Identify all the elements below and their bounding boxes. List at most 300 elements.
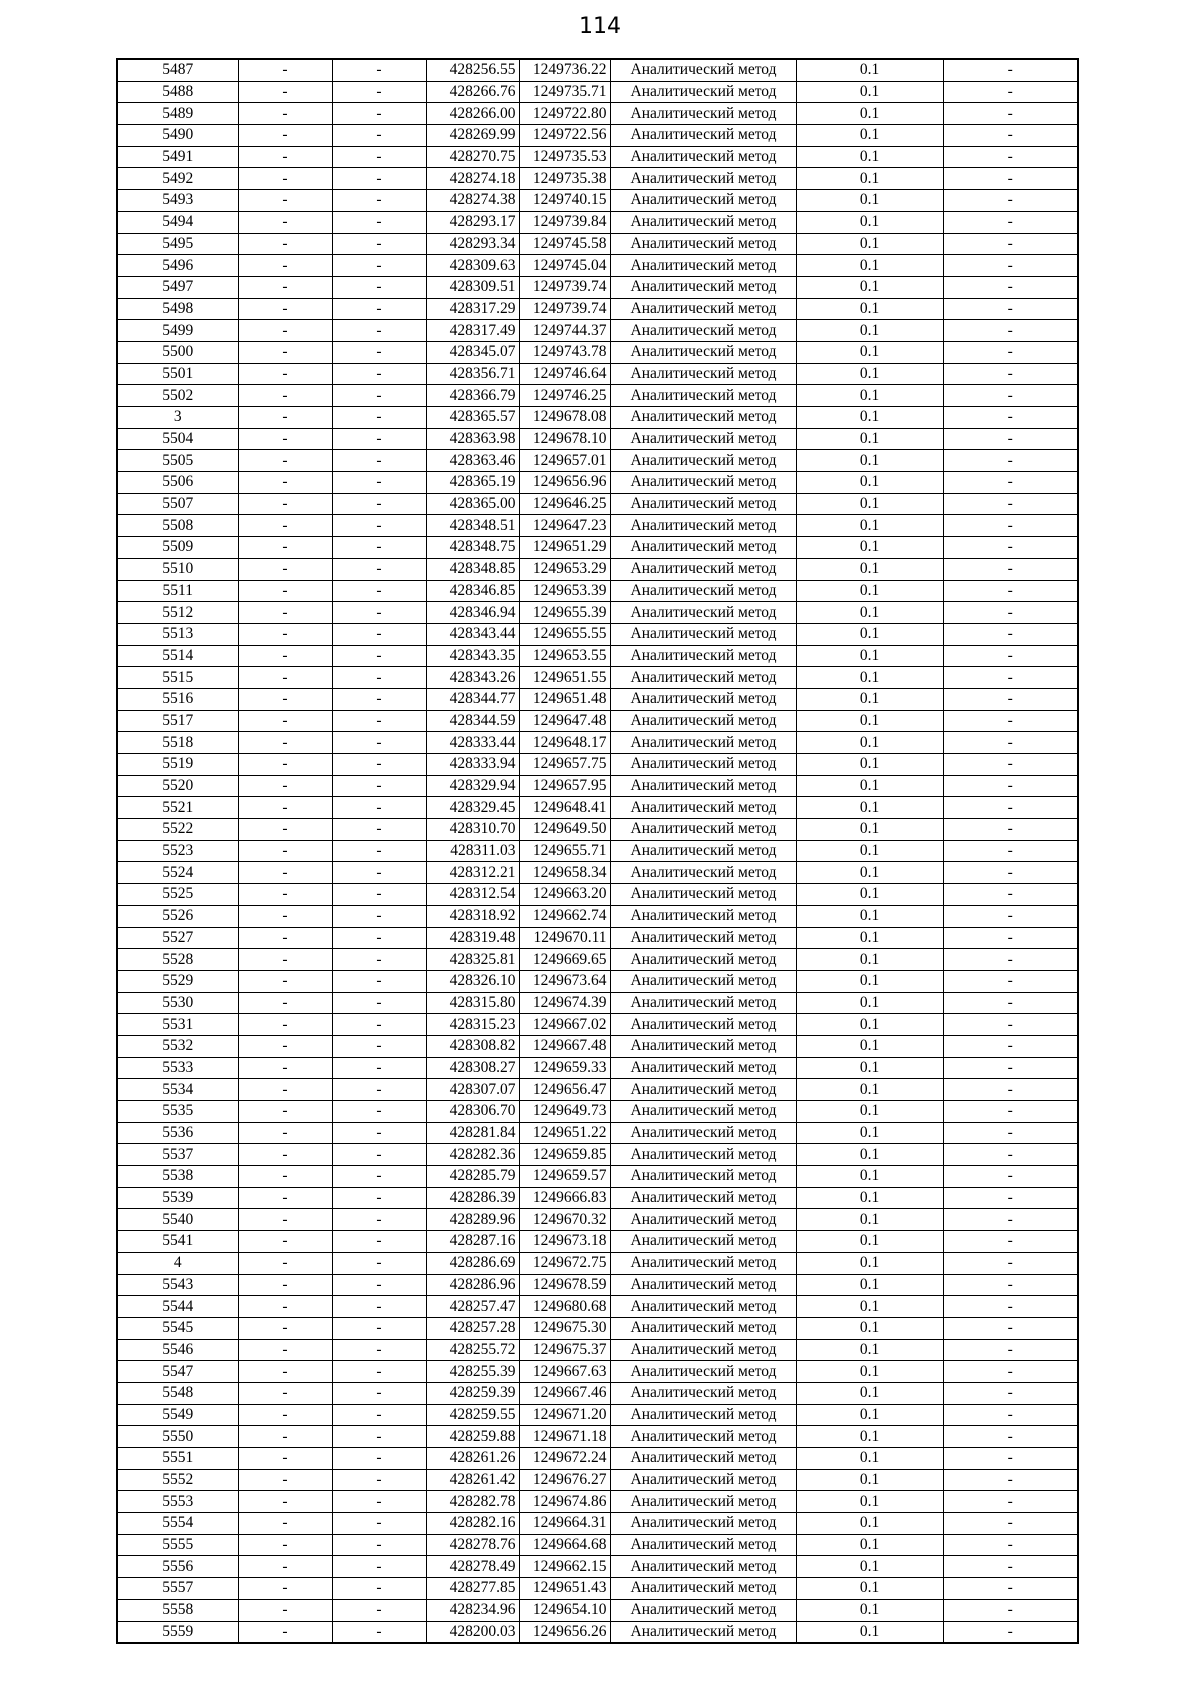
point-number-cell: 5523	[117, 840, 238, 862]
accuracy-cell: 0.1	[796, 1079, 943, 1101]
method-cell: Аналитический метод	[610, 862, 796, 884]
accuracy-cell: 0.1	[796, 211, 943, 233]
table-row	[117, 840, 1078, 862]
point-number-cell: 5507	[117, 493, 238, 515]
y-coordinate-cell: 1249646.25	[519, 493, 610, 515]
point-number-cell: 5552	[117, 1469, 238, 1491]
col8-cell: -	[943, 1513, 1078, 1535]
col2-cell: -	[238, 341, 332, 363]
col8-cell: -	[943, 146, 1078, 168]
col3-cell: -	[332, 623, 426, 645]
x-coordinate-cell: 428277.85	[426, 1578, 519, 1600]
y-coordinate-cell: 1249648.41	[519, 797, 610, 819]
table-row	[117, 602, 1078, 624]
col3-cell: -	[332, 341, 426, 363]
accuracy-cell: 0.1	[796, 1426, 943, 1448]
point-number-cell: 5553	[117, 1491, 238, 1513]
point-number-cell: 4	[117, 1252, 238, 1274]
method-cell: Аналитический метод	[610, 970, 796, 992]
col3-cell: -	[332, 1231, 426, 1253]
col3-cell: -	[332, 884, 426, 906]
col2-cell: -	[238, 1599, 332, 1621]
col2-cell: -	[238, 385, 332, 407]
method-cell: Аналитический метод	[610, 1144, 796, 1166]
y-coordinate-cell: 1249678.59	[519, 1274, 610, 1296]
col8-cell: -	[943, 1317, 1078, 1339]
method-cell: Аналитический метод	[610, 710, 796, 732]
col8-cell: -	[943, 59, 1078, 81]
col8-cell: -	[943, 1556, 1078, 1578]
point-number-cell: 5513	[117, 623, 238, 645]
col8-cell: -	[943, 428, 1078, 450]
table-body	[117, 59, 1078, 1643]
point-number-cell: 5526	[117, 905, 238, 927]
method-cell: Аналитический метод	[610, 992, 796, 1014]
col2-cell: -	[238, 1166, 332, 1188]
y-coordinate-cell: 1249654.10	[519, 1599, 610, 1621]
table-row	[117, 688, 1078, 710]
col3-cell: -	[332, 1079, 426, 1101]
accuracy-cell: 0.1	[796, 450, 943, 472]
x-coordinate-cell: 428266.00	[426, 103, 519, 125]
col8-cell: -	[943, 1469, 1078, 1491]
method-cell: Аналитический метод	[610, 905, 796, 927]
col3-cell: -	[332, 580, 426, 602]
point-number-cell: 3	[117, 407, 238, 429]
x-coordinate-cell: 428261.26	[426, 1448, 519, 1470]
table-row	[117, 775, 1078, 797]
accuracy-cell: 0.1	[796, 797, 943, 819]
point-number-cell: 5510	[117, 558, 238, 580]
accuracy-cell: 0.1	[796, 1166, 943, 1188]
col2-cell: -	[238, 450, 332, 472]
col3-cell: -	[332, 385, 426, 407]
col3-cell: -	[332, 1296, 426, 1318]
col8-cell: -	[943, 927, 1078, 949]
x-coordinate-cell: 428317.49	[426, 320, 519, 342]
x-coordinate-cell: 428312.21	[426, 862, 519, 884]
method-cell: Аналитический метод	[610, 515, 796, 537]
col3-cell: -	[332, 59, 426, 81]
point-number-cell: 5545	[117, 1317, 238, 1339]
table-row	[117, 1404, 1078, 1426]
col8-cell: -	[943, 688, 1078, 710]
method-cell: Аналитический метод	[610, 211, 796, 233]
col8-cell: -	[943, 970, 1078, 992]
col3-cell: -	[332, 1556, 426, 1578]
method-cell: Аналитический метод	[610, 472, 796, 494]
col8-cell: -	[943, 320, 1078, 342]
x-coordinate-cell: 428344.59	[426, 710, 519, 732]
accuracy-cell: 0.1	[796, 1469, 943, 1491]
col8-cell: -	[943, 103, 1078, 125]
method-cell: Аналитический метод	[610, 1187, 796, 1209]
x-coordinate-cell: 428365.57	[426, 407, 519, 429]
point-number-cell: 5490	[117, 125, 238, 147]
method-cell: Аналитический метод	[610, 363, 796, 385]
method-cell: Аналитический метод	[610, 1209, 796, 1231]
y-coordinate-cell: 1249736.22	[519, 59, 610, 81]
table-row	[117, 81, 1078, 103]
method-cell: Аналитический метод	[610, 1578, 796, 1600]
table-row	[117, 1448, 1078, 1470]
y-coordinate-cell: 1249655.39	[519, 602, 610, 624]
table-row	[117, 515, 1078, 537]
accuracy-cell: 0.1	[796, 385, 943, 407]
method-cell: Аналитический метод	[610, 1317, 796, 1339]
accuracy-cell: 0.1	[796, 1101, 943, 1123]
col8-cell: -	[943, 754, 1078, 776]
point-number-cell: 5511	[117, 580, 238, 602]
point-number-cell: 5558	[117, 1599, 238, 1621]
x-coordinate-cell: 428312.54	[426, 884, 519, 906]
x-coordinate-cell: 428343.44	[426, 623, 519, 645]
col8-cell: -	[943, 1014, 1078, 1036]
accuracy-cell: 0.1	[796, 1035, 943, 1057]
method-cell: Аналитический метод	[610, 1426, 796, 1448]
col2-cell: -	[238, 1426, 332, 1448]
col2-cell: -	[238, 970, 332, 992]
col2-cell: -	[238, 363, 332, 385]
table-row	[117, 298, 1078, 320]
table-row	[117, 1382, 1078, 1404]
method-cell: Аналитический метод	[610, 276, 796, 298]
y-coordinate-cell: 1249655.71	[519, 840, 610, 862]
point-number-cell: 5515	[117, 667, 238, 689]
col3-cell: -	[332, 732, 426, 754]
y-coordinate-cell: 1249664.68	[519, 1534, 610, 1556]
col8-cell: -	[943, 81, 1078, 103]
col2-cell: -	[238, 580, 332, 602]
col8-cell: -	[943, 1231, 1078, 1253]
col3-cell: -	[332, 298, 426, 320]
x-coordinate-cell: 428200.03	[426, 1621, 519, 1643]
col2-cell: -	[238, 1361, 332, 1383]
y-coordinate-cell: 1249735.38	[519, 168, 610, 190]
point-number-cell: 5514	[117, 645, 238, 667]
x-coordinate-cell: 428287.16	[426, 1231, 519, 1253]
col8-cell: -	[943, 1166, 1078, 1188]
accuracy-cell: 0.1	[796, 233, 943, 255]
col2-cell: -	[238, 276, 332, 298]
accuracy-cell: 0.1	[796, 623, 943, 645]
point-number-cell: 5508	[117, 515, 238, 537]
point-number-cell: 5512	[117, 602, 238, 624]
y-coordinate-cell: 1249674.39	[519, 992, 610, 1014]
col3-cell: -	[332, 103, 426, 125]
y-coordinate-cell: 1249656.47	[519, 1079, 610, 1101]
col8-cell: -	[943, 1578, 1078, 1600]
table-row	[117, 103, 1078, 125]
col8-cell: -	[943, 840, 1078, 862]
accuracy-cell: 0.1	[796, 1122, 943, 1144]
point-number-cell: 5550	[117, 1426, 238, 1448]
table-row	[117, 970, 1078, 992]
method-cell: Аналитический метод	[610, 168, 796, 190]
accuracy-cell: 0.1	[796, 1448, 943, 1470]
col8-cell: -	[943, 472, 1078, 494]
method-cell: Аналитический метод	[610, 493, 796, 515]
y-coordinate-cell: 1249659.57	[519, 1166, 610, 1188]
y-coordinate-cell: 1249669.65	[519, 949, 610, 971]
col3-cell: -	[332, 558, 426, 580]
col3-cell: -	[332, 1599, 426, 1621]
table-row	[117, 1578, 1078, 1600]
table-row	[117, 1599, 1078, 1621]
col8-cell: -	[943, 1491, 1078, 1513]
accuracy-cell: 0.1	[796, 537, 943, 559]
table-row	[117, 1057, 1078, 1079]
col3-cell: -	[332, 1534, 426, 1556]
method-cell: Аналитический метод	[610, 1469, 796, 1491]
col3-cell: -	[332, 1317, 426, 1339]
accuracy-cell: 0.1	[796, 1556, 943, 1578]
y-coordinate-cell: 1249670.11	[519, 927, 610, 949]
accuracy-cell: 0.1	[796, 125, 943, 147]
accuracy-cell: 0.1	[796, 255, 943, 277]
method-cell: Аналитический метод	[610, 623, 796, 645]
point-number-cell: 5495	[117, 233, 238, 255]
col3-cell: -	[332, 81, 426, 103]
col3-cell: -	[332, 1513, 426, 1535]
accuracy-cell: 0.1	[796, 1209, 943, 1231]
col8-cell: -	[943, 1382, 1078, 1404]
accuracy-cell: 0.1	[796, 493, 943, 515]
col3-cell: -	[332, 1382, 426, 1404]
col8-cell: -	[943, 992, 1078, 1014]
point-number-cell: 5502	[117, 385, 238, 407]
table-row	[117, 1534, 1078, 1556]
x-coordinate-cell: 428282.16	[426, 1513, 519, 1535]
col3-cell: -	[332, 645, 426, 667]
y-coordinate-cell: 1249664.31	[519, 1513, 610, 1535]
method-cell: Аналитический метод	[610, 1252, 796, 1274]
x-coordinate-cell: 428346.94	[426, 602, 519, 624]
col2-cell: -	[238, 1404, 332, 1426]
accuracy-cell: 0.1	[796, 428, 943, 450]
col2-cell: -	[238, 493, 332, 515]
method-cell: Аналитический метод	[610, 298, 796, 320]
method-cell: Аналитический метод	[610, 927, 796, 949]
x-coordinate-cell: 428344.77	[426, 688, 519, 710]
point-number-cell: 5500	[117, 341, 238, 363]
col3-cell: -	[332, 146, 426, 168]
point-number-cell: 5518	[117, 732, 238, 754]
table-row	[117, 645, 1078, 667]
accuracy-cell: 0.1	[796, 1014, 943, 1036]
col8-cell: -	[943, 1339, 1078, 1361]
col8-cell: -	[943, 1035, 1078, 1057]
y-coordinate-cell: 1249673.64	[519, 970, 610, 992]
x-coordinate-cell: 428310.70	[426, 819, 519, 841]
col3-cell: -	[332, 1101, 426, 1123]
accuracy-cell: 0.1	[796, 992, 943, 1014]
col2-cell: -	[238, 1448, 332, 1470]
table-row	[117, 1513, 1078, 1535]
col8-cell: -	[943, 450, 1078, 472]
accuracy-cell: 0.1	[796, 602, 943, 624]
x-coordinate-cell: 428366.79	[426, 385, 519, 407]
y-coordinate-cell: 1249656.26	[519, 1621, 610, 1643]
point-number-cell: 5557	[117, 1578, 238, 1600]
accuracy-cell: 0.1	[796, 884, 943, 906]
col3-cell: -	[332, 1166, 426, 1188]
x-coordinate-cell: 428306.70	[426, 1101, 519, 1123]
method-cell: Аналитический метод	[610, 884, 796, 906]
method-cell: Аналитический метод	[610, 59, 796, 81]
table-row	[117, 1621, 1078, 1643]
col2-cell: -	[238, 255, 332, 277]
x-coordinate-cell: 428308.82	[426, 1035, 519, 1057]
accuracy-cell: 0.1	[796, 1534, 943, 1556]
col8-cell: -	[943, 298, 1078, 320]
x-coordinate-cell: 428365.19	[426, 472, 519, 494]
y-coordinate-cell: 1249674.86	[519, 1491, 610, 1513]
col8-cell: -	[943, 1426, 1078, 1448]
accuracy-cell: 0.1	[796, 1296, 943, 1318]
y-coordinate-cell: 1249649.50	[519, 819, 610, 841]
col8-cell: -	[943, 819, 1078, 841]
point-number-cell: 5546	[117, 1339, 238, 1361]
table-row	[117, 1209, 1078, 1231]
method-cell: Аналитический метод	[610, 1621, 796, 1643]
col8-cell: -	[943, 1404, 1078, 1426]
col2-cell: -	[238, 1556, 332, 1578]
col8-cell: -	[943, 233, 1078, 255]
col8-cell: -	[943, 1187, 1078, 1209]
x-coordinate-cell: 428278.76	[426, 1534, 519, 1556]
table-row	[117, 1274, 1078, 1296]
method-cell: Аналитический метод	[610, 754, 796, 776]
accuracy-cell: 0.1	[796, 558, 943, 580]
col8-cell: -	[943, 1534, 1078, 1556]
col2-cell: -	[238, 1122, 332, 1144]
point-number-cell: 5544	[117, 1296, 238, 1318]
col3-cell: -	[332, 1361, 426, 1383]
table-row	[117, 1101, 1078, 1123]
method-cell: Аналитический метод	[610, 645, 796, 667]
col2-cell: -	[238, 1187, 332, 1209]
col2-cell: -	[238, 623, 332, 645]
col2-cell: -	[238, 905, 332, 927]
y-coordinate-cell: 1249746.25	[519, 385, 610, 407]
col3-cell: -	[332, 407, 426, 429]
y-coordinate-cell: 1249680.68	[519, 1296, 610, 1318]
table-row	[117, 1252, 1078, 1274]
col8-cell: -	[943, 1144, 1078, 1166]
y-coordinate-cell: 1249740.15	[519, 190, 610, 212]
col3-cell: -	[332, 927, 426, 949]
y-coordinate-cell: 1249662.74	[519, 905, 610, 927]
point-number-cell: 5556	[117, 1556, 238, 1578]
y-coordinate-cell: 1249672.75	[519, 1252, 610, 1274]
accuracy-cell: 0.1	[796, 1057, 943, 1079]
col2-cell: -	[238, 797, 332, 819]
accuracy-cell: 0.1	[796, 580, 943, 602]
point-number-cell: 5522	[117, 819, 238, 841]
point-number-cell: 5536	[117, 1122, 238, 1144]
col3-cell: -	[332, 992, 426, 1014]
point-number-cell: 5506	[117, 472, 238, 494]
col3-cell: -	[332, 1339, 426, 1361]
y-coordinate-cell: 1249739.74	[519, 298, 610, 320]
table-row	[117, 341, 1078, 363]
accuracy-cell: 0.1	[796, 949, 943, 971]
col2-cell: -	[238, 710, 332, 732]
table-row	[117, 1079, 1078, 1101]
col3-cell: -	[332, 493, 426, 515]
x-coordinate-cell: 428307.07	[426, 1079, 519, 1101]
col3-cell: -	[332, 233, 426, 255]
table-row	[117, 754, 1078, 776]
accuracy-cell: 0.1	[796, 1187, 943, 1209]
col3-cell: -	[332, 428, 426, 450]
point-number-cell: 5539	[117, 1187, 238, 1209]
method-cell: Аналитический метод	[610, 255, 796, 277]
table-row	[117, 320, 1078, 342]
accuracy-cell: 0.1	[796, 1339, 943, 1361]
point-number-cell: 5533	[117, 1057, 238, 1079]
col2-cell: -	[238, 1513, 332, 1535]
x-coordinate-cell: 428318.92	[426, 905, 519, 927]
col3-cell: -	[332, 1057, 426, 1079]
col3-cell: -	[332, 905, 426, 927]
col3-cell: -	[332, 970, 426, 992]
point-number-cell: 5501	[117, 363, 238, 385]
point-number-cell: 5519	[117, 754, 238, 776]
col8-cell: -	[943, 385, 1078, 407]
point-number-cell: 5527	[117, 927, 238, 949]
point-number-cell: 5534	[117, 1079, 238, 1101]
method-cell: Аналитический метод	[610, 1339, 796, 1361]
y-coordinate-cell: 1249653.39	[519, 580, 610, 602]
x-coordinate-cell: 428274.38	[426, 190, 519, 212]
col8-cell: -	[943, 407, 1078, 429]
method-cell: Аналитический метод	[610, 1296, 796, 1318]
x-coordinate-cell: 428261.42	[426, 1469, 519, 1491]
table-row	[117, 233, 1078, 255]
y-coordinate-cell: 1249739.84	[519, 211, 610, 233]
accuracy-cell: 0.1	[796, 168, 943, 190]
point-number-cell: 5491	[117, 146, 238, 168]
x-coordinate-cell: 428282.78	[426, 1491, 519, 1513]
col2-cell: -	[238, 1578, 332, 1600]
y-coordinate-cell: 1249659.33	[519, 1057, 610, 1079]
table-row	[117, 1166, 1078, 1188]
table-row	[117, 884, 1078, 906]
point-number-cell: 5517	[117, 710, 238, 732]
accuracy-cell: 0.1	[796, 732, 943, 754]
x-coordinate-cell: 428259.55	[426, 1404, 519, 1426]
col8-cell: -	[943, 710, 1078, 732]
col3-cell: -	[332, 602, 426, 624]
point-number-cell: 5488	[117, 81, 238, 103]
col8-cell: -	[943, 775, 1078, 797]
table-row	[117, 623, 1078, 645]
point-number-cell: 5537	[117, 1144, 238, 1166]
table-row	[117, 168, 1078, 190]
col2-cell: -	[238, 1231, 332, 1253]
point-number-cell: 5530	[117, 992, 238, 1014]
point-number-cell: 5531	[117, 1014, 238, 1036]
x-coordinate-cell: 428255.39	[426, 1361, 519, 1383]
y-coordinate-cell: 1249657.95	[519, 775, 610, 797]
method-cell: Аналитический метод	[610, 1274, 796, 1296]
x-coordinate-cell: 428329.45	[426, 797, 519, 819]
y-coordinate-cell: 1249672.24	[519, 1448, 610, 1470]
x-coordinate-cell: 428270.75	[426, 146, 519, 168]
point-number-cell: 5528	[117, 949, 238, 971]
